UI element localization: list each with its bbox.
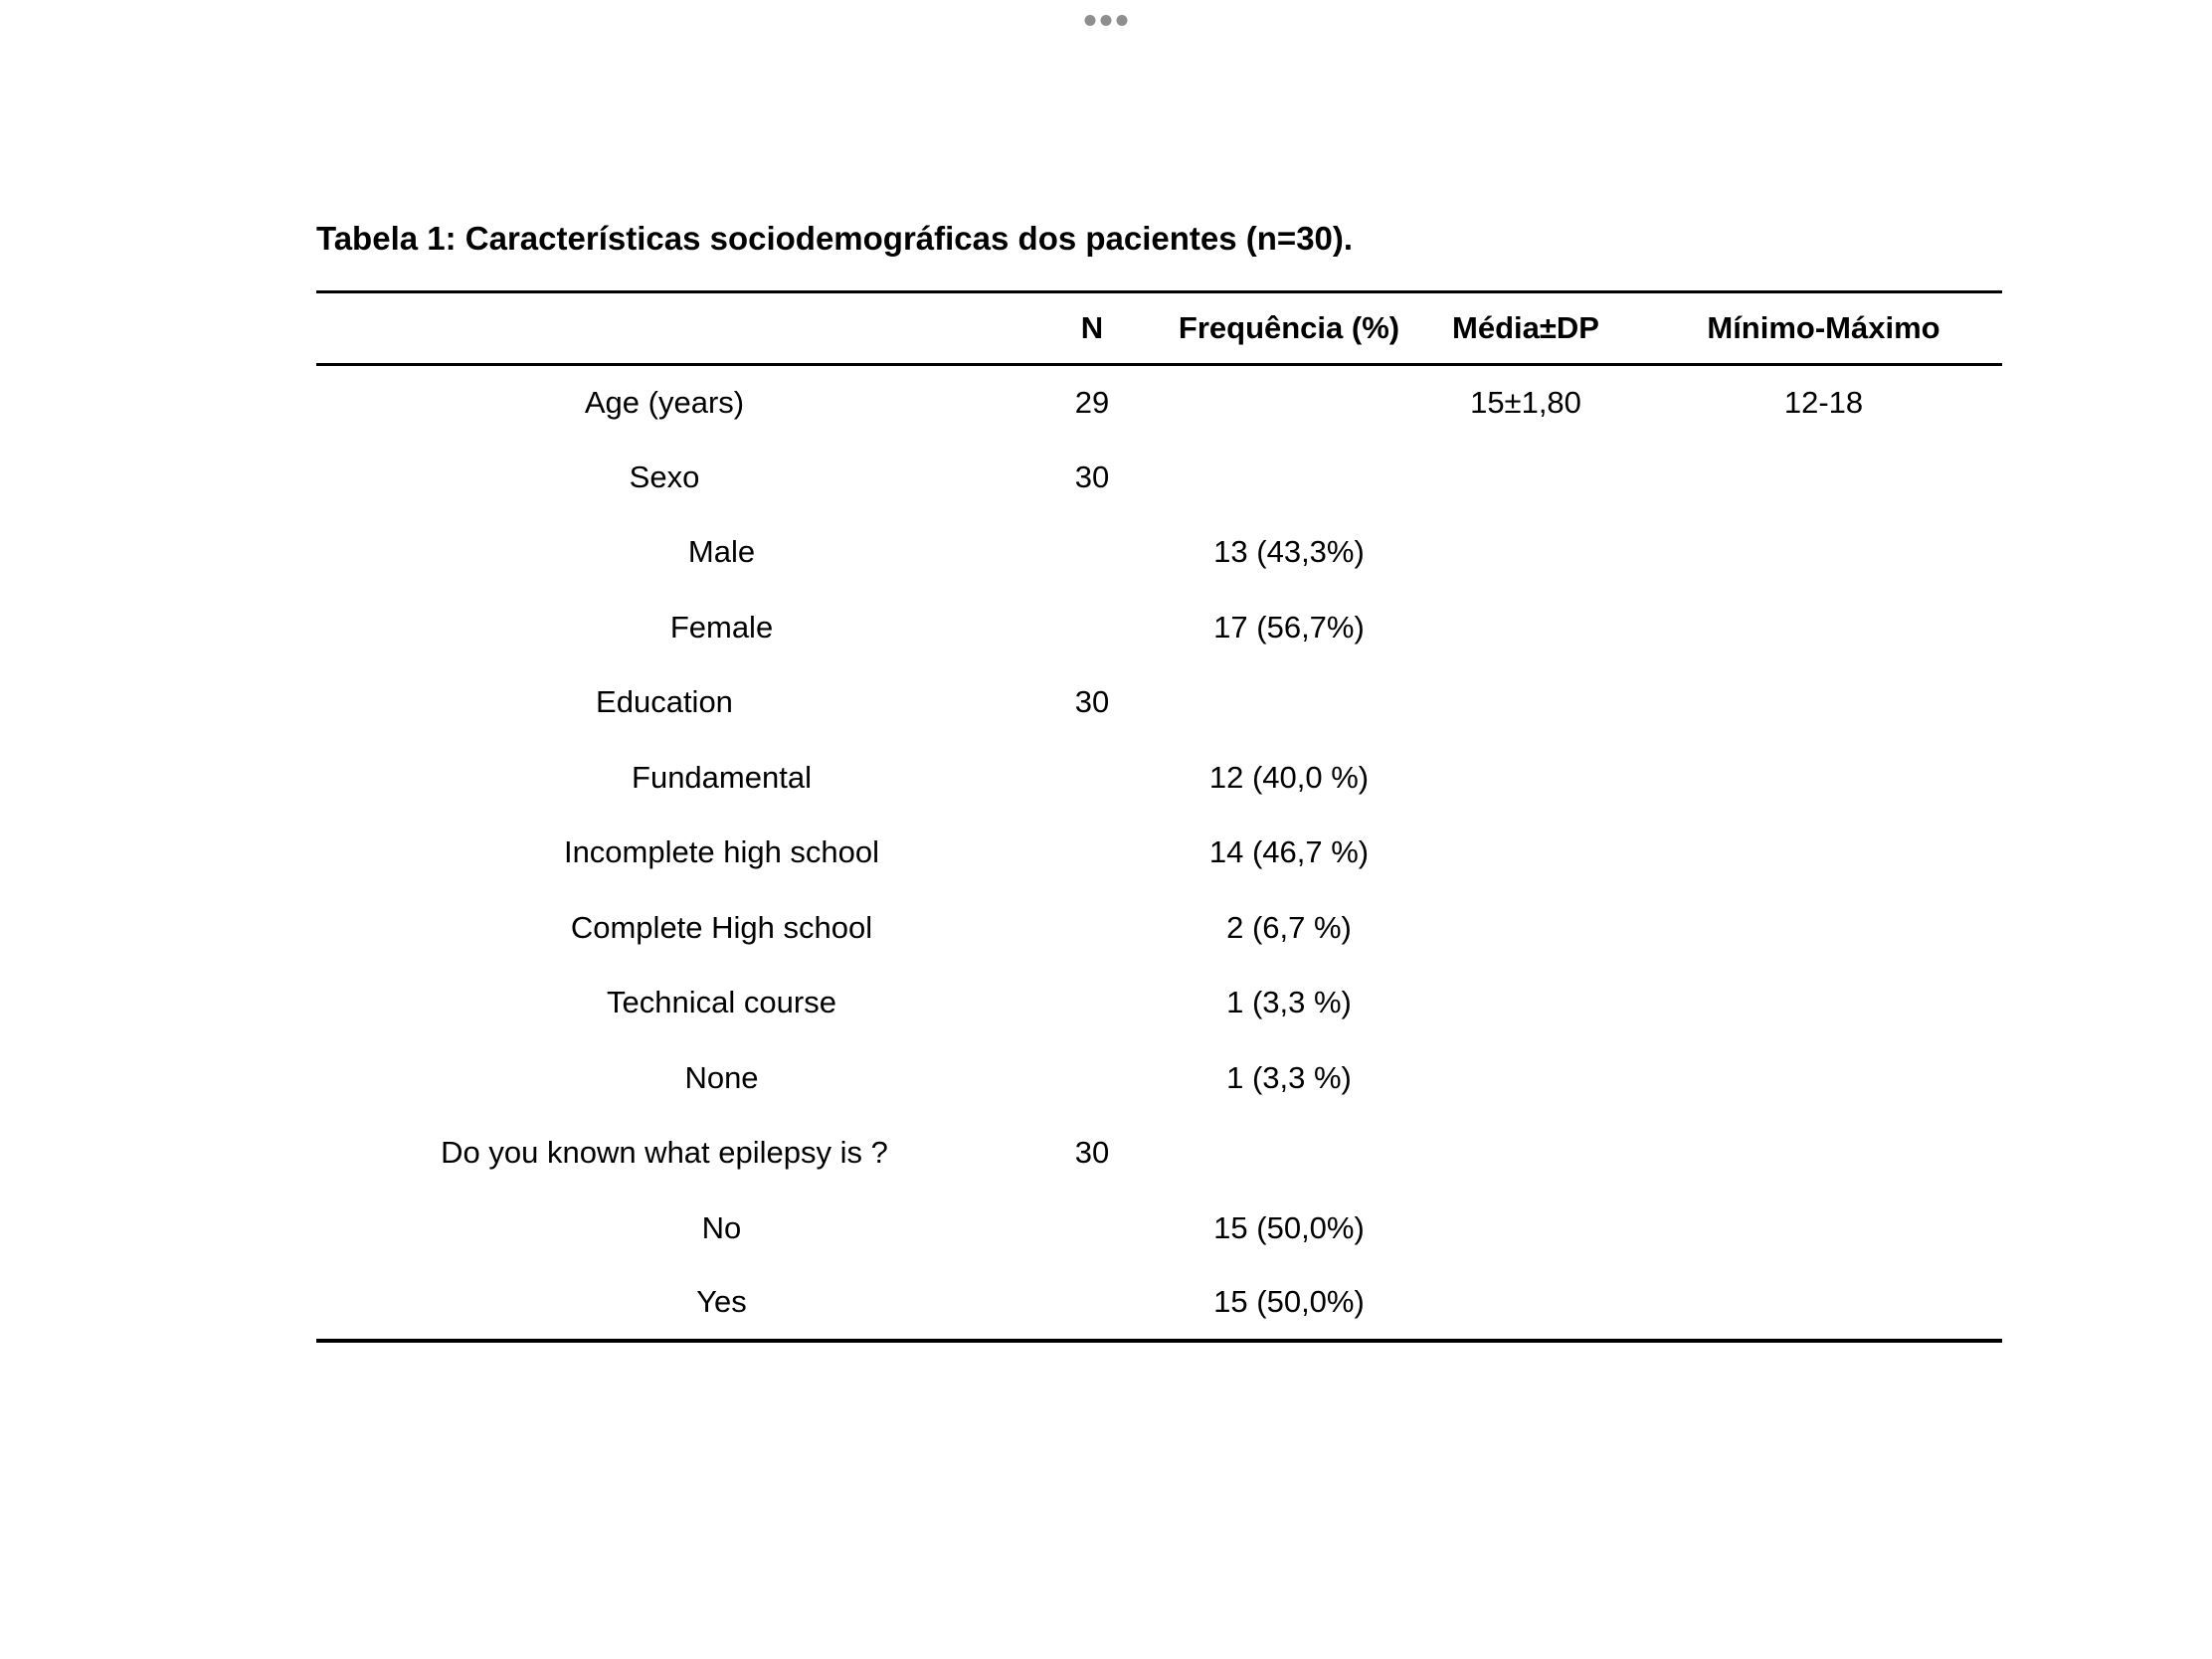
row-frequency: 12 (40,0 %) [1208,759,1370,795]
row-min-max [1645,890,2002,966]
table-caption: Tabela 1: Características sociodemográficas dos pacientes (n=30). [316,220,1354,257]
row-media-dp [1406,665,1645,741]
table-row [316,1116,2002,1192]
row-label: No [701,1209,742,1245]
table-row [316,440,2002,515]
row-media-dp [1406,1116,1645,1192]
row-media-dp [1406,1266,1645,1342]
row-min-max [1645,1191,2002,1266]
row-label: Female [669,609,774,645]
dot-icon [1117,15,1128,26]
row-media-dp [1406,515,1645,591]
row-label: Complete High school [570,909,873,945]
header-n: N [1080,310,1104,345]
row-label: Incomplete high school [563,834,880,870]
row-n [1013,515,1172,591]
row-media-dp [1406,816,1645,891]
dot-icon [1085,15,1096,26]
row-n [1013,1191,1172,1266]
row-min-max [1645,966,2002,1041]
row-n: 30 [1074,684,1110,720]
row-min-max [1645,590,2002,665]
table-row [316,966,2002,1041]
table-row [316,740,2002,816]
row-label: Yes [696,1284,747,1320]
row-media-dp [1406,590,1645,665]
row-frequency [1172,440,1406,515]
row-media-dp [1406,890,1645,966]
row-frequency: 1 (3,3 %) [1226,1059,1352,1095]
table-row [316,1191,2002,1266]
row-media-dp [1406,1191,1645,1266]
row-label: None [684,1059,759,1095]
row-n [1013,1266,1172,1342]
row-frequency [1172,1116,1406,1192]
row-min-max [1645,665,2002,741]
row-frequency: 1 (3,3 %) [1226,985,1352,1020]
row-frequency: 13 (43,3%) [1213,534,1365,570]
row-label: Education [596,684,733,720]
more-options-icon[interactable] [1085,15,1128,26]
header-media-dp: Média±DP [1452,310,1599,345]
row-label: Age (years) [584,385,745,420]
table-row [316,1040,2002,1116]
row-min-max [1645,1266,2002,1342]
table-row [316,816,2002,891]
row-label: Fundamental [632,759,812,795]
row-n [1013,890,1172,966]
table-row [316,365,2002,441]
row-n: 30 [1074,1135,1110,1171]
table-body [316,365,2002,1342]
row-label: Do you known what epilepsy is ? [441,1135,888,1171]
row-frequency [1172,665,1406,741]
row-n: 30 [1074,459,1110,494]
row-n [1013,816,1172,891]
header-empty [316,292,1013,365]
row-label: Sexo [629,459,700,494]
row-label: Technical course [607,985,836,1020]
row-frequency: 14 (46,7 %) [1208,834,1370,870]
row-min-max [1645,740,2002,816]
sociodemographic-table [316,290,2002,1343]
row-min-max [1645,440,2002,515]
row-frequency: 2 (6,7 %) [1226,909,1352,945]
row-frequency: 15 (50,0%) [1213,1284,1365,1320]
row-media-dp [1406,966,1645,1041]
row-media-dp [1406,1040,1645,1116]
row-n [1013,590,1172,665]
row-frequency: 15 (50,0%) [1213,1209,1365,1245]
row-media-dp [1406,740,1645,816]
header-frequency: Frequência (%) [1178,310,1400,345]
table-row [316,1266,2002,1342]
row-n [1013,740,1172,816]
row-min-max: 12-18 [1783,385,1864,420]
table-row [316,590,2002,665]
row-media-dp [1406,440,1645,515]
row-min-max [1645,1116,2002,1192]
row-n: 29 [1074,385,1110,420]
row-n [1013,1040,1172,1116]
table-row [316,890,2002,966]
table-header-row [316,292,2002,365]
row-min-max [1645,515,2002,591]
row-n [1013,966,1172,1041]
dot-icon [1101,15,1112,26]
row-frequency: 17 (56,7%) [1213,609,1365,645]
table-row [316,665,2002,741]
row-media-dp: 15±1,80 [1470,385,1581,420]
row-label: Male [687,534,756,570]
row-min-max [1645,816,2002,891]
table-row [316,515,2002,591]
header-min-max: Mínimo-Máximo [1707,310,1940,345]
row-frequency [1172,365,1406,441]
row-min-max [1645,1040,2002,1116]
